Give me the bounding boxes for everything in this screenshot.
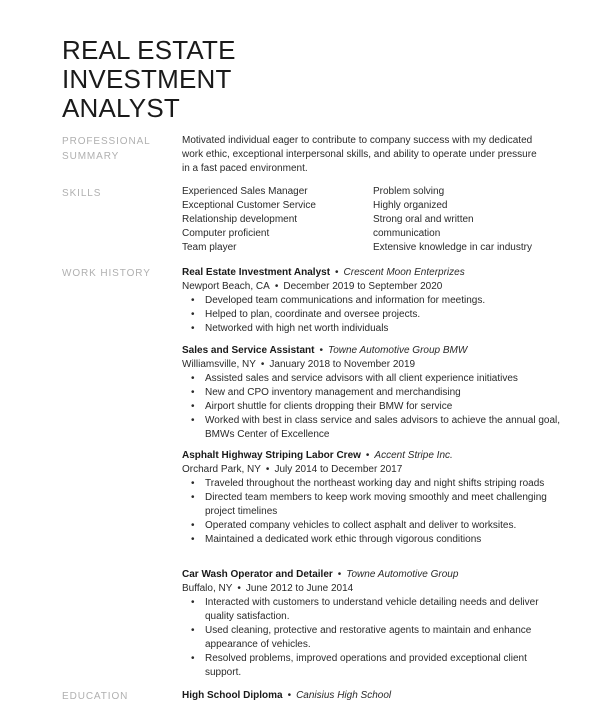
- title-line-2: INVESTMENT: [62, 64, 232, 94]
- skills-section-label: SKILLS: [62, 188, 102, 199]
- job-bullet: • Traveled throughout the northeast working day and night shifts striping roads: [182, 477, 562, 491]
- job-bullets: [182, 372, 562, 442]
- summary-section-label: [62, 134, 151, 164]
- summary-text: Motivated individual eager to contribute to company success with my dedicated work ethic, exceptional interpersonal skills, and ability to operate under pressure in a fast paced environment.: [182, 135, 537, 174]
- skill-item: Strong oral and written: [373, 214, 474, 225]
- title-line-3: ANALYST: [62, 93, 180, 123]
- job-bullet: • Interacted with customers to understand vehicle detailing needs and deliver quality satisfaction.: [182, 596, 562, 624]
- job-bullet: • Operated company vehicles to collect asphalt and deliver to worksites.: [182, 519, 562, 533]
- skill-item: Relationship development: [182, 214, 298, 225]
- skill-item: Computer proficient: [182, 228, 270, 239]
- job-bullet: • Assisted sales and service advisors with all client experience initiatives: [182, 372, 562, 386]
- job-bullet: • Developed team communications and information for meetings.: [182, 294, 562, 308]
- job-company: Crescent Moon Enterprizes: [343, 267, 465, 278]
- work-history-section-label: WORK HISTORY: [62, 268, 151, 279]
- job-bullet: • Helped to plan, coordinate and oversee projects.: [182, 308, 562, 322]
- title-line-1: REAL ESTATE: [62, 35, 236, 65]
- job-dates: December 2019 to September 2020: [283, 281, 443, 292]
- job-entry: [182, 449, 562, 547]
- job-bullet: • New and CPO inventory management and merchandising: [182, 386, 562, 400]
- job-heading: Asphalt Highway Striping Labor Crew • Accent Stripe Inc.: [182, 450, 453, 461]
- job-bullet: • Used cleaning, protective and restorative agents to maintain and enhance appearance of vehicles.: [182, 624, 562, 652]
- job-dates: July 2014 to December 2017: [274, 464, 403, 475]
- job-heading: Real Estate Investment Analyst • Crescent Moon Enterprizes: [182, 267, 465, 278]
- job-meta: Orchard Park, NY • July 2014 to December 2017: [182, 464, 403, 475]
- skill-item: Highly organized: [373, 200, 448, 211]
- job-bullets: [182, 294, 562, 336]
- job-company: Accent Stripe Inc.: [374, 450, 453, 461]
- education-degree: High School Diploma: [182, 690, 283, 701]
- education-entry: [182, 689, 562, 703]
- job-bullet: • Resolved problems, improved operations and provided exceptional client support.: [182, 652, 562, 680]
- education-section-label: EDUCATION: [62, 691, 129, 702]
- job-company: Towne Automotive Group BMW: [328, 345, 468, 356]
- skill-item: communication: [373, 228, 441, 239]
- job-location: Orchard Park, NY: [182, 464, 261, 475]
- job-bullet: • Networked with high net worth individuals: [182, 322, 562, 336]
- skills-right-column: [373, 185, 563, 255]
- education-heading: High School Diploma • Canisius High School: [182, 690, 392, 701]
- job-bullets: [182, 477, 562, 547]
- job-entry: [182, 266, 562, 336]
- job-heading: Car Wash Operator and Detailer • Towne Automotive Group: [182, 569, 459, 580]
- resume-title: [62, 36, 236, 123]
- skill-item: Experienced Sales Manager: [182, 186, 308, 197]
- skill-item: Extensive knowledge in car industry: [373, 242, 532, 253]
- job-heading: Sales and Service Assistant • Towne Automotive Group BMW: [182, 345, 468, 356]
- summary-label-line-2: SUMMARY: [62, 151, 120, 162]
- skills-left-column: [182, 185, 372, 255]
- job-title: Real Estate Investment Analyst: [182, 267, 331, 278]
- summary-label-line-1: PROFESSIONAL: [62, 136, 151, 147]
- skill-item: Exceptional Customer Service: [182, 200, 316, 211]
- job-title: Asphalt Highway Striping Labor Crew: [182, 450, 361, 461]
- job-bullets: [182, 596, 562, 680]
- job-entry: [182, 568, 562, 680]
- job-meta: Newport Beach, CA • December 2019 to September 2020: [182, 281, 443, 292]
- job-location: Williamsville, NY: [182, 359, 256, 370]
- job-bullet: • Worked with best in class service and sales advisors to achieve the annual goal, BMWs Center of Excellence: [182, 414, 562, 442]
- education-school: Canisius High School: [296, 690, 392, 701]
- job-location: Buffalo, NY: [182, 583, 233, 594]
- job-dates: June 2012 to June 2014: [245, 583, 354, 594]
- job-bullet: • Airport shuttle for clients dropping their BMW for service: [182, 400, 562, 414]
- job-meta: Williamsville, NY • January 2018 to November 2019: [182, 359, 416, 370]
- skill-item: Problem solving: [373, 186, 445, 197]
- job-location: Newport Beach, CA: [182, 281, 270, 292]
- skill-item: Team player: [182, 242, 237, 253]
- job-bullet: • Directed team members to keep work moving smoothly and meet challenging project timelines: [182, 491, 562, 519]
- job-title: Sales and Service Assistant: [182, 345, 315, 356]
- job-dates: January 2018 to November 2019: [269, 359, 416, 370]
- job-meta: Buffalo, NY • June 2012 to June 2014: [182, 583, 354, 594]
- job-bullet: • Maintained a dedicated work ethic through vigorous conditions: [182, 533, 562, 547]
- job-title: Car Wash Operator and Detailer: [182, 569, 333, 580]
- job-entry: [182, 344, 562, 442]
- job-company: Towne Automotive Group: [346, 569, 459, 580]
